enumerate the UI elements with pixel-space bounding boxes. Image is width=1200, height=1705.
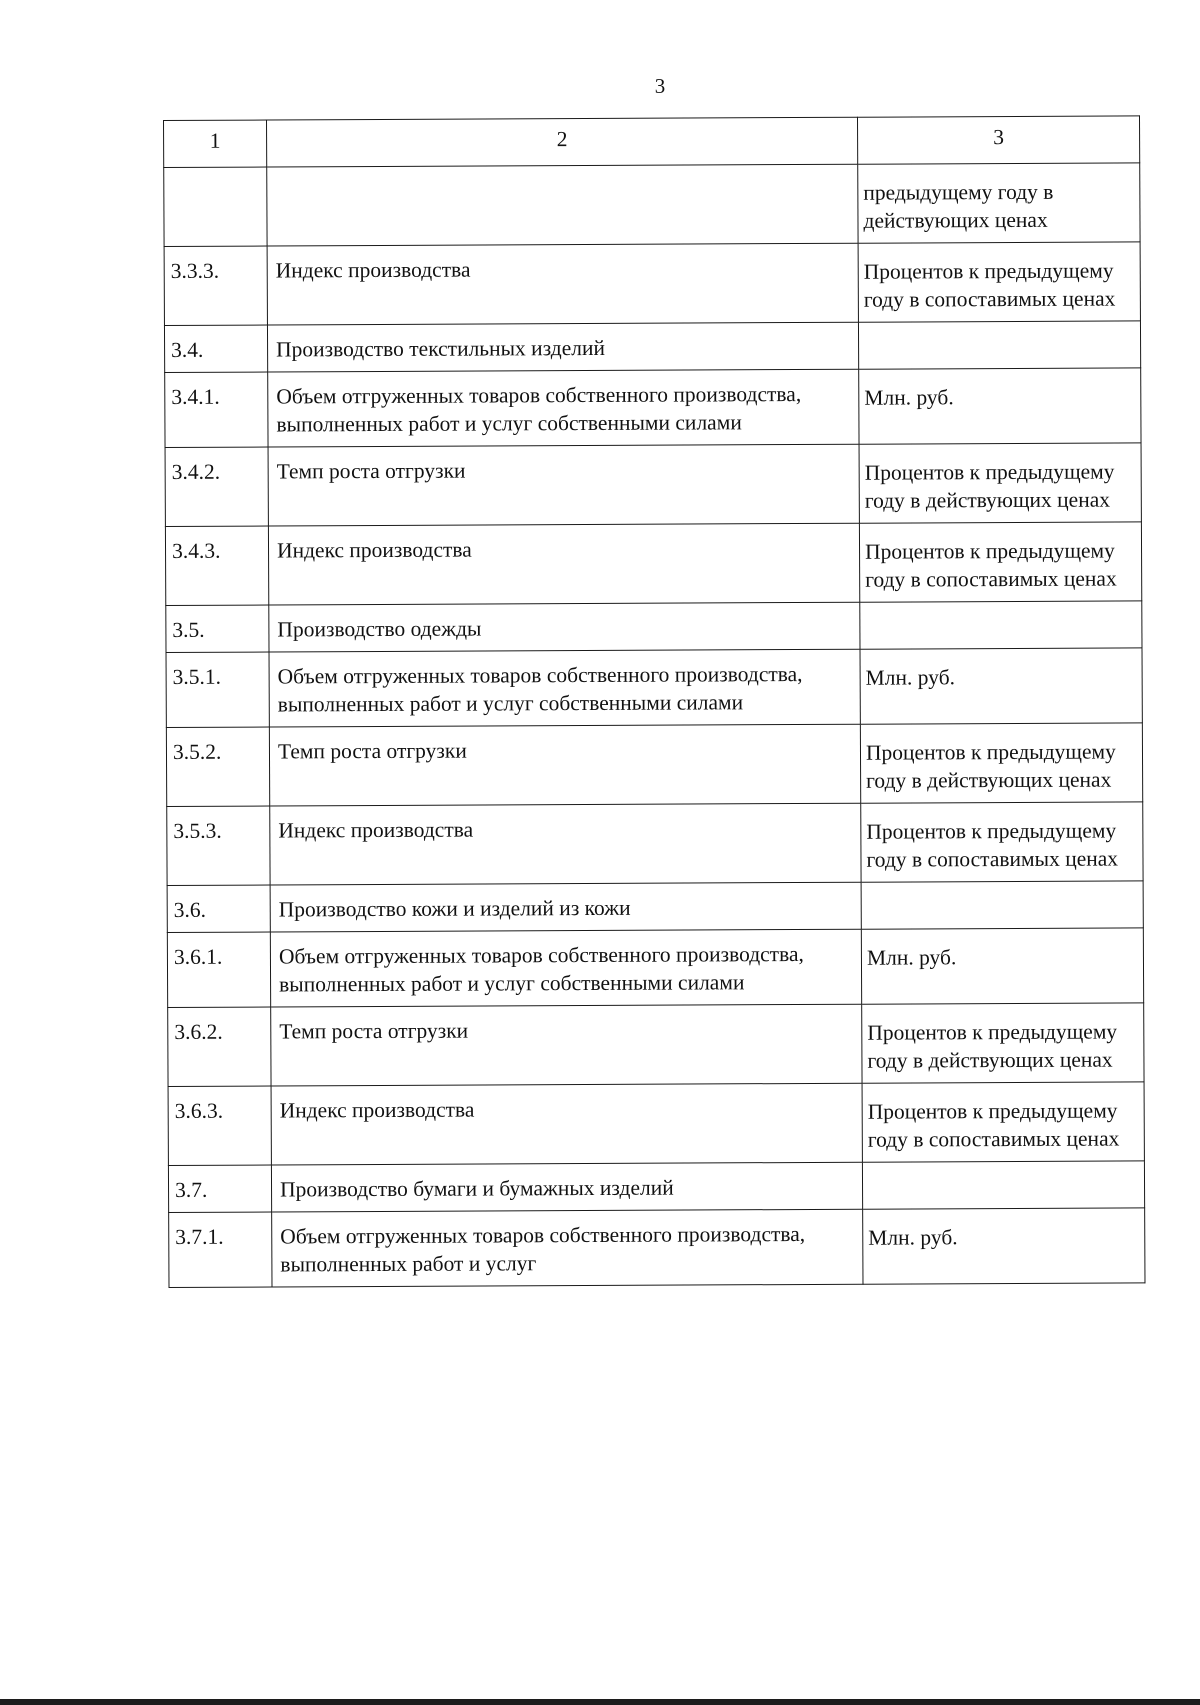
unit-of-measure-cell	[860, 601, 1142, 649]
indicator-name-cell: Темп роста отгрузки	[271, 1004, 862, 1086]
table-row	[167, 881, 1143, 933]
scan-bottom-edge	[0, 1699, 1200, 1705]
row-number-cell: 3.4.3.	[165, 526, 268, 605]
row-number-cell: 3.5.3.	[167, 806, 270, 885]
table-row	[166, 601, 1142, 653]
row-number-cell: 3.6.	[167, 885, 270, 932]
unit-of-measure-cell	[861, 881, 1143, 929]
table-row	[165, 522, 1141, 606]
indicator-name-cell	[267, 164, 858, 246]
unit-of-measure-cell: Млн. руб.	[861, 928, 1143, 1004]
table-row	[166, 723, 1142, 807]
table-row	[168, 1161, 1144, 1213]
unit-of-measure-cell: Процентов к предыдущему году в сопоставимых ценах	[862, 1082, 1144, 1162]
page-number: 3	[654, 74, 666, 98]
table-row	[165, 443, 1141, 527]
header-column-1: 1	[164, 120, 267, 167]
indicator-name-cell: Объем отгруженных товаров собственного производства, выполненных работ и услуг собственными силами	[268, 369, 859, 447]
unit-of-measure-cell: Процентов к предыдущему году в действующих ценах	[862, 1003, 1144, 1083]
table-body	[164, 163, 1145, 1288]
header-column-3: 3	[857, 116, 1139, 164]
table-row	[167, 928, 1143, 1008]
row-number-cell: 3.6.3.	[168, 1086, 271, 1165]
row-number-cell: 3.5.1.	[166, 652, 269, 727]
header-column-2: 2	[267, 117, 858, 167]
unit-of-measure-cell: Процентов к предыдущему году в действующих ценах	[859, 443, 1141, 523]
table-row	[165, 368, 1141, 448]
row-number-cell: 3.4.	[164, 325, 267, 372]
indicators-table	[163, 115, 1145, 1288]
unit-of-measure-cell: Млн. руб.	[859, 368, 1141, 444]
row-number-cell: 3.4.1.	[165, 372, 268, 447]
table-row	[166, 648, 1142, 728]
table-row	[169, 1208, 1145, 1288]
table-row	[167, 802, 1143, 886]
header-row	[164, 116, 1140, 168]
row-number-cell: 3.3.3.	[164, 246, 267, 325]
unit-of-measure-cell: Процентов к предыдущему году в действующих ценах	[860, 723, 1142, 803]
row-number-cell: 3.6.2.	[168, 1007, 271, 1086]
indicator-name-cell: Производство одежды	[269, 602, 860, 652]
table-row	[168, 1003, 1144, 1087]
unit-of-measure-cell: Процентов к предыдущему году в сопоставимых ценах	[859, 522, 1141, 602]
row-number-cell: 3.5.2.	[166, 727, 269, 806]
indicator-name-cell: Производство бумаги и бумажных изделий	[271, 1162, 862, 1212]
indicator-name-cell: Объем отгруженных товаров собственного производства, выполненных работ и услуг собственными силами	[269, 649, 860, 727]
indicator-name-cell: Индекс производства	[271, 1083, 862, 1165]
indicator-name-cell: Индекс производства	[270, 803, 861, 885]
indicator-name-cell: Производство кожи и изделий из кожи	[270, 882, 861, 932]
row-number-cell: 3.5.	[166, 605, 269, 652]
indicator-name-cell: Темп роста отгрузки	[269, 724, 860, 806]
indicator-name-cell: Объем отгруженных товаров собственного производства, выполненных работ и услуг	[272, 1209, 863, 1287]
indicator-name-cell: Индекс производства	[267, 243, 858, 325]
unit-of-measure-cell: Млн. руб.	[863, 1208, 1145, 1284]
unit-of-measure-cell: Процентов к предыдущему году в сопоставимых ценах	[858, 242, 1140, 322]
row-number-cell: 3.7.1.	[169, 1212, 272, 1287]
row-number-cell	[164, 167, 267, 246]
unit-of-measure-cell	[858, 321, 1140, 369]
table-row	[164, 163, 1140, 247]
unit-of-measure-cell: Процентов к предыдущему году в сопоставимых ценах	[861, 802, 1143, 882]
indicator-name-cell: Производство текстильных изделий	[267, 322, 858, 372]
indicator-name-cell: Темп роста отгрузки	[268, 444, 859, 526]
unit-of-measure-cell: предыдущему году в действующих ценах	[858, 163, 1140, 243]
row-number-cell: 3.6.1.	[167, 932, 270, 1007]
table-row	[164, 242, 1140, 326]
indicator-name-cell: Индекс производства	[268, 523, 859, 605]
indicator-name-cell: Объем отгруженных товаров собственного производства, выполненных работ и услуг собственными силами	[270, 929, 861, 1007]
unit-of-measure-cell	[862, 1161, 1144, 1209]
row-number-cell: 3.7.	[168, 1165, 271, 1212]
table-header	[164, 116, 1140, 168]
table-row	[168, 1082, 1144, 1166]
table-row	[164, 321, 1140, 373]
unit-of-measure-cell: Млн. руб.	[860, 648, 1142, 724]
row-number-cell: 3.4.2.	[165, 447, 268, 526]
